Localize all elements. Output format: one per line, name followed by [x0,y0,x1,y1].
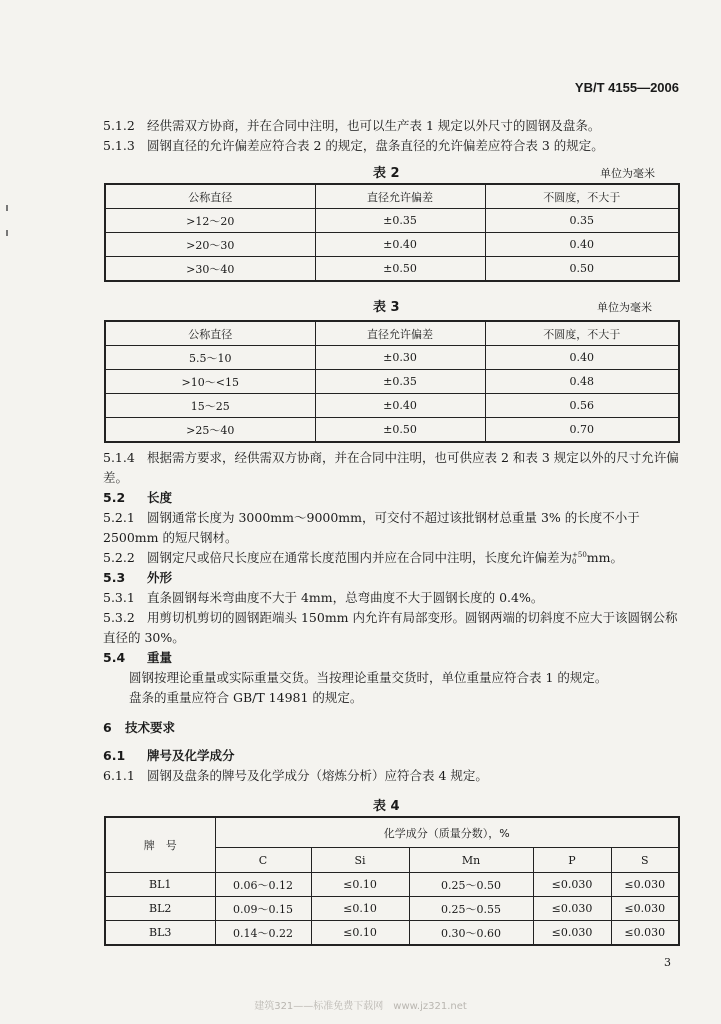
clause-5-2-1 [103,508,679,548]
table-cell: 0.35 [485,209,679,233]
table-row [105,897,679,921]
table-cell: ≤0.030 [611,897,679,921]
header-cell: 不圆度，不大于 [485,321,679,346]
clause-text: 直条圆钢每米弯曲度不大于 4mm，总弯曲度不大于圆钢长度的 0.4%。 [147,590,544,605]
clause-text: 圆钢及盘条的牌号及化学成分（熔炼分析）应符合表 4 规定。 [147,768,488,783]
table-cell: 0.14～0.22 [215,921,311,946]
table-row [105,873,679,897]
section-title: 外形 [147,570,173,585]
grade-header: 牌 号 [105,817,215,873]
table-2-title: 表 2 [373,166,400,181]
page-number: 3 [664,956,671,969]
header-cell: 直径允许偏差 [315,321,485,346]
clause-number: 5.1.3 [103,138,135,153]
section-5-4 [103,648,172,668]
scan-mark [6,230,8,236]
table-cell: >20～30 [105,233,315,257]
table-cell: ±0.40 [315,394,485,418]
clause-text: 圆钢直径的允许偏差应符合表 2 的规定，盘条直径的允许偏差应符合表 3 的规定。 [147,138,604,153]
section-number: 6.1 [103,748,126,763]
table-cell: 0.40 [485,233,679,257]
section-title: 重量 [147,650,173,665]
section-title: 牌号及化学成分 [147,748,235,763]
table-row [105,921,679,946]
clause-text: 根据需方要求，经供需双方协商，并在合同中注明，也可供应表 2 和表 3 规定以外的尺寸允许偏差。 [103,450,679,485]
header-cell: 不圆度，不大于 [485,184,679,209]
section-title: 长度 [147,490,173,505]
table-cell: ±0.50 [315,418,485,443]
table-cell: 0.09～0.15 [215,897,311,921]
element-header-mn: Mn [409,848,533,873]
table-cell: ±0.40 [315,233,485,257]
clause-text: 用剪切机剪切的圆钢距端头 150mm 内允许有局部变形。圆钢两端的切斜度不应大于该圆钢公称直径的 30%。 [103,610,678,645]
table-cell: >25～40 [105,418,315,443]
clause-text: 圆钢通常长度为 3000mm～9000mm，可交付不超过该批钢材总重量 3% 的长度不小于 2500mm 的短尺钢材。 [103,510,640,545]
section-6 [103,718,175,738]
table-cell: ±0.35 [315,209,485,233]
table-cell: 0.48 [485,370,679,394]
clause-text-end: mm。 [586,550,624,565]
element-header-si: Si [311,848,409,873]
clause-number: 6.1.1 [103,768,135,783]
table-cell: 0.70 [485,418,679,443]
section-number: 5.4 [103,650,126,665]
table-3-unit: 单位为毫米 [597,301,652,314]
section-6-1 [103,746,235,766]
table-cell: 0.25～0.55 [409,897,533,921]
tolerance-upper: +50 [572,550,587,559]
table-cell: >12～20 [105,209,315,233]
clause-5-2-2 [103,548,623,568]
table-cell: 0.06～0.12 [215,873,311,897]
table-cell: 0.30～0.60 [409,921,533,946]
tolerance-lower: 0 [572,557,577,566]
table-cell: ±0.50 [315,257,485,282]
table-cell: ≤0.030 [611,873,679,897]
clause-text: 经供需双方协商，并在合同中注明，也可以生产表 1 规定以外尺寸的圆钢及盘条。 [147,118,601,133]
table-row [105,394,679,418]
table-cell: 15～25 [105,394,315,418]
section-number: 5.3 [103,570,126,585]
table-4-title: 表 4 [373,799,400,814]
paragraph-weight-delivery: 圆钢按理论重量或实际重量交货。当按理论重量交货时，单位重量应符合表 1 的规定。 [129,670,608,685]
table-4 [104,816,680,946]
table-cell: BL1 [105,873,215,897]
table-2 [104,183,680,282]
clause-number: 5.2.1 [103,510,135,525]
table-cell: 0.56 [485,394,679,418]
section-title: 技术要求 [125,720,176,735]
watermark-text: 建筑321——标准免费下载网 www.jz321.net [254,1001,467,1012]
table-cell: BL3 [105,921,215,946]
clause-number: 5.2.2 [103,550,135,565]
clause-number: 5.1.2 [103,118,135,133]
table-cell: 5.5～10 [105,346,315,370]
standard-code: YB/T 4155—2006 [574,80,679,95]
table-cell: 0.40 [485,346,679,370]
clause-number: 5.1.4 [103,450,135,465]
element-header-c: C [215,848,311,873]
clause-5-1-3 [103,136,604,156]
table-cell: ≤0.030 [533,921,611,946]
clause-5-1-2 [103,116,600,136]
table-row [105,209,679,233]
table-cell: ≤0.10 [311,873,409,897]
section-number: 6 [103,720,112,735]
clause-number: 5.3.1 [103,590,135,605]
header-cell: 直径允许偏差 [315,184,485,209]
table-3-title: 表 3 [373,300,400,315]
clause-number: 5.3.2 [103,610,135,625]
scan-mark [6,205,8,211]
clause-5-3-1 [103,588,543,608]
table-3 [104,320,680,443]
paragraph-coil-weight: 盘条的重量应符合 GB/T 14981 的规定。 [129,690,363,705]
section-number: 5.2 [103,490,126,505]
table-cell: ≤0.030 [533,873,611,897]
table-cell: >10～<15 [105,370,315,394]
table-header-row [105,321,679,346]
table-cell: ≤0.10 [311,921,409,946]
composition-header: 化学成分（质量分数），% [215,817,679,848]
table-cell: ≤0.030 [533,897,611,921]
tolerance-stack [572,552,587,566]
table-row [105,370,679,394]
table-cell: BL2 [105,897,215,921]
element-header-p: P [533,848,611,873]
table-group-header-row [105,817,679,848]
table-row [105,418,679,443]
table-cell: ±0.35 [315,370,485,394]
table-cell: >30～40 [105,257,315,282]
table-cell: ≤0.10 [311,897,409,921]
table-cell: 0.50 [485,257,679,282]
table-row [105,257,679,282]
header-cell: 公称直径 [105,321,315,346]
table-row [105,233,679,257]
element-header-s: S [611,848,679,873]
clause-5-3-2 [103,608,679,648]
section-5-3 [103,568,172,588]
clause-5-1-4 [103,448,679,488]
table-cell: ±0.30 [315,346,485,370]
clause-6-1-1 [103,766,488,786]
header-cell: 公称直径 [105,184,315,209]
table-cell: 0.25～0.50 [409,873,533,897]
table-2-unit: 单位为毫米 [600,167,655,180]
table-header-row [105,184,679,209]
table-cell: ≤0.030 [611,921,679,946]
table-row [105,346,679,370]
clause-text: 圆钢定尺或倍尺长度应在通常长度范围内并应在合同中注明，长度允许偏差为 [147,550,573,565]
section-5-2 [103,488,172,508]
